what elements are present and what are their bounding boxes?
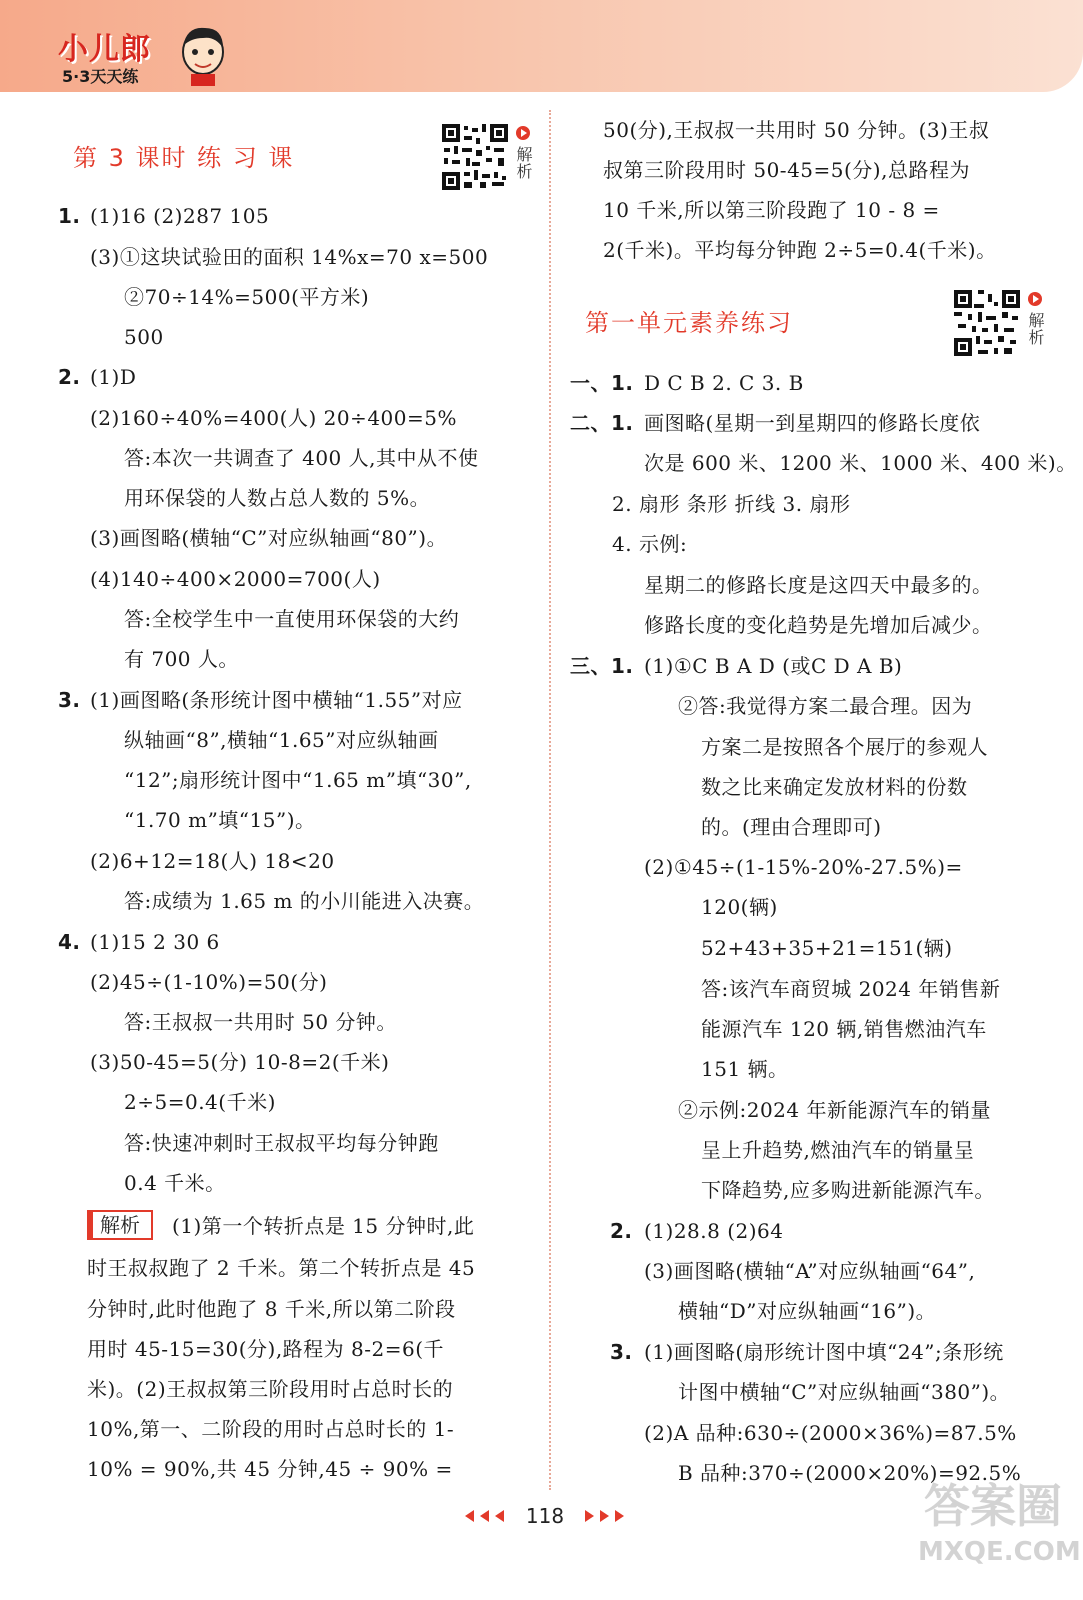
q4-line: 2÷5=0.4(千米) [124, 1090, 276, 1114]
part3-q2-line: 横轴“D”对应纵轴画“16”)。 [678, 1299, 937, 1323]
q4-line: (2)45÷(1-10%)=50(分) [90, 970, 328, 994]
part3-q3-number: 3. [610, 1340, 633, 1364]
q3-line: “1.70 m”填“15”)。 [124, 808, 316, 832]
analysis-cont-line: 叔第三阶段用时 50-45=5(分),总路程为 [603, 158, 970, 182]
part3-q2-line: (1)28.8 (2)64 [644, 1219, 784, 1243]
part2-line: 次是 600 米、1200 米、1000 米、400 米)。 [644, 451, 1077, 475]
q1-line: 500 [124, 325, 164, 349]
q2-line: (4)140÷400×2000=700(人) [90, 567, 381, 591]
analysis-line: (1)第一个转折点是 15 分钟时,此 [172, 1214, 475, 1238]
part3-q3-line: (1)画图略(扇形统计图中填“24”;条形统 [644, 1340, 1004, 1364]
q4-line: 答:快速冲刺时王叔叔平均每分钟跑 [124, 1131, 439, 1155]
mascot-icon [177, 22, 229, 88]
q1-line: (1)16 (2)287 105 [90, 204, 270, 228]
logo-sub-text: 5·3天天练 [62, 67, 139, 86]
play-icon[interactable] [516, 126, 530, 140]
analysis-line: 分钟时,此时他跑了 8 千米,所以第二阶段 [87, 1297, 456, 1321]
q3-number: 3. [58, 688, 81, 712]
part3-number: 三、1. [570, 654, 634, 678]
analysis-line: 时王叔叔跑了 2 千米。第二个转折点是 45 [87, 1256, 476, 1280]
qr-code-icon[interactable] [440, 122, 510, 192]
q4-line: (3)50-45=5(分) 10-8=2(千米) [90, 1050, 390, 1074]
next-arrow-icon [600, 1510, 609, 1522]
prev-arrow-icon [465, 1510, 474, 1522]
part3-q2-line: (3)画图略(横轴“A”对应纵轴画“64”, [644, 1259, 976, 1283]
q4-line: (1)15 2 30 6 [90, 930, 220, 954]
q3-line: 纵轴画“8”,横轴“1.65”对应纵轴画 [124, 728, 439, 752]
analysis-line: 10% = 90%,共 45 分钟,45 ÷ 90% = [87, 1457, 453, 1481]
next-arrow-icon [615, 1510, 624, 1522]
logo-main-text: 小儿郎 [58, 32, 151, 67]
part3-line: 方案二是按照各个展厅的参观人 [701, 735, 988, 759]
q2-line: (1)D [90, 365, 137, 389]
q4-line: 答:王叔叔一共用时 50 分钟。 [124, 1010, 397, 1034]
qr-label: 解析 [514, 146, 533, 180]
analysis-cont-line: 50(分),王叔叔一共用时 50 分钟。(3)王叔 [603, 118, 990, 142]
section-title-unit: 第一单元素养练习 [585, 309, 793, 337]
column-divider [549, 110, 551, 1490]
q4-line: 0.4 千米。 [124, 1171, 226, 1195]
q1-number: 1. [58, 204, 81, 228]
q2-number: 2. [58, 365, 81, 389]
play-icon[interactable] [1028, 292, 1042, 306]
part1-number: 一、1. [570, 371, 634, 395]
q3-line: 答:成绩为 1.65 m 的小川能进入决赛。 [124, 889, 485, 913]
page-number: 118 [525, 1504, 565, 1528]
part2-line: 星期二的修路长度是这四天中最多的。 [644, 573, 993, 597]
part3-line: ②答:我觉得方案二最合理。因为 [678, 694, 973, 718]
q3-line: (2)6+12=18(人) 18<20 [90, 849, 335, 873]
part3-line: 答:该汽车商贸城 2024 年销售新 [701, 977, 1001, 1001]
q2-line: 有 700 人。 [124, 647, 239, 671]
analysis-cont-line: 2(千米)。平均每分钟跑 2÷5=0.4(千米)。 [603, 238, 997, 262]
part3-line: 的。(理由合理即可) [701, 815, 882, 839]
qr-label: 解析 [1026, 312, 1045, 346]
q2-line: 用环保袋的人数占总人数的 5%。 [124, 486, 431, 510]
q2-line: (2)160÷40%=400(人) 20÷400=5% [90, 406, 457, 430]
q2-line: 答:全校学生中一直使用环保袋的大约 [124, 607, 460, 631]
part3-q3-line: 计图中横轴“C”对应纵轴画“380”)。 [678, 1380, 1011, 1404]
part3-line: (1)①C B A D (或C D A B) [644, 654, 903, 678]
part3-line: 下降趋势,应多购进新能源汽车。 [701, 1178, 995, 1202]
q3-line: “12”;扇形统计图中“1.65 m”填“30”, [124, 768, 472, 792]
analysis-tag: 解析 [87, 1210, 153, 1240]
part3-line: 151 辆。 [701, 1057, 789, 1081]
part3-line: 52+43+35+21=151(辆) [701, 936, 953, 960]
part2-line: 修路长度的变化趋势是先增加后减少。 [644, 613, 993, 637]
part3-q2-number: 2. [610, 1219, 633, 1243]
watermark-url: MXQE.COM [918, 1537, 1081, 1567]
part3-q3-line: (2)A 品种:630÷(2000×36%)=87.5% [644, 1421, 1017, 1445]
part3-line: ②示例:2024 年新能源汽车的销量 [678, 1098, 991, 1122]
analysis-line: 米)。(2)王叔叔第三阶段用时占总时长的 [87, 1377, 454, 1401]
part3-line: 能源汽车 120 辆,销售燃油汽车 [701, 1017, 987, 1041]
qr-code-icon[interactable] [952, 288, 1022, 358]
part3-line: 数之比来确定发放材料的份数 [701, 775, 968, 799]
prev-arrow-icon [480, 1510, 489, 1522]
q1-line: ②70÷14%=500(平方米) [124, 285, 370, 309]
watermark [918, 1478, 1081, 1588]
section-title-lesson: 第 3 课时 练 习 课 [73, 144, 295, 172]
part2-number: 二、1. [570, 411, 634, 435]
analysis-line: 用时 45-15=30(分),路程为 8-2=6(千 [87, 1337, 445, 1361]
part3-line: (2)①45÷(1-15%-20%-27.5%)= [644, 855, 963, 879]
q1-line: (3)①这块试验田的面积 14%x=70 x=500 [90, 245, 489, 269]
analysis-cont-line: 10 千米,所以第三阶段跑了 10 - 8 = [603, 198, 940, 222]
analysis-line: 10%,第一、二阶段的用时占总时长的 1- [87, 1417, 455, 1441]
q2-line: (3)画图略(横轴“C”对应纵轴画“80”)。 [90, 526, 448, 550]
q4-number: 4. [58, 930, 81, 954]
part2-line: 4. 示例: [612, 532, 688, 556]
q2-line: 答:本次一共调查了 400 人,其中从不使 [124, 446, 479, 470]
watermark-title: 答案圈 [924, 1479, 1062, 1533]
prev-arrow-icon [495, 1510, 504, 1522]
part2-line: 画图略(星期一到星期四的修路长度依 [644, 411, 981, 435]
next-arrow-icon [585, 1510, 594, 1522]
part3-q3-line: B 品种:370÷(2000×20%)=92.5% [678, 1461, 1022, 1485]
brand-logo [22, 16, 212, 88]
q3-line: (1)画图略(条形统计图中横轴“1.55”对应 [90, 688, 463, 712]
part3-line: 120(辆) [701, 895, 778, 919]
part1-line: D C B 2. C 3. B [644, 371, 804, 395]
part2-line: 2. 扇形 条形 折线 3. 扇形 [612, 492, 851, 516]
part3-line: 呈上升趋势,燃油汽车的销量呈 [701, 1138, 975, 1162]
